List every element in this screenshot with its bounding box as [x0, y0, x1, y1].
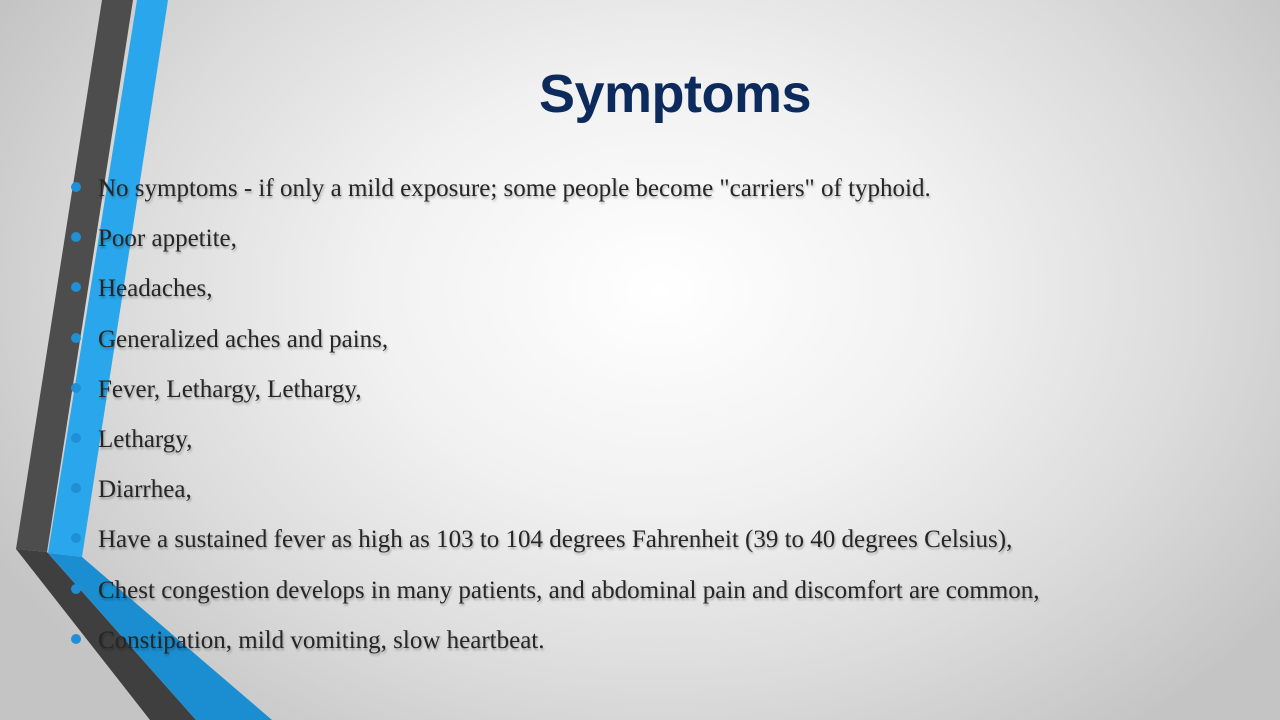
list-item-text: No symptoms - if only a mild exposure; some people become "carriers" of typhoid.	[98, 175, 931, 202]
bullet-dot-icon	[71, 584, 81, 594]
list-item-text: Poor appetite,	[98, 225, 237, 253]
list-item	[67, 166, 1267, 216]
symptoms-list	[67, 166, 1267, 668]
bullet-dot-icon	[71, 282, 81, 292]
bullet-dot-icon	[71, 483, 81, 493]
list-item-text: Headaches,	[98, 275, 213, 303]
list-item	[67, 317, 1267, 367]
bullet-dot-icon	[71, 333, 81, 343]
list-item-text: Generalized aches and pains,	[98, 325, 389, 353]
list-item-text: Have a sustained fever as high as 103 to 104 degrees Fahrenheit (39 to 40 degrees Celsius),	[98, 526, 1013, 554]
bullet-dot-icon	[71, 232, 81, 242]
bullet-dot-icon	[71, 182, 81, 192]
list-item-text: Constipation, mild vomiting, slow heartbeat.	[98, 626, 545, 654]
list-item	[67, 568, 1267, 618]
list-item	[67, 266, 1267, 316]
bullet-dot-icon	[71, 383, 81, 393]
slide-title: Symptoms	[538, 64, 812, 124]
list-item	[67, 618, 1267, 668]
list-item	[67, 467, 1267, 517]
list-item-text: Diarrhea,	[98, 476, 192, 504]
list-item	[67, 517, 1267, 567]
list-item-text: Chest congestion develops in many patients, and abdominal pain and discomfort are common,	[98, 576, 1040, 604]
list-item	[67, 367, 1267, 417]
list-item	[67, 417, 1267, 467]
bullet-dot-icon	[71, 634, 81, 644]
bullet-dot-icon	[71, 433, 81, 443]
list-item-text: Lethargy,	[98, 425, 193, 453]
list-item	[67, 216, 1267, 266]
bullet-dot-icon	[71, 533, 81, 543]
list-item-text: Fever, Lethargy, Lethargy,	[98, 375, 362, 403]
